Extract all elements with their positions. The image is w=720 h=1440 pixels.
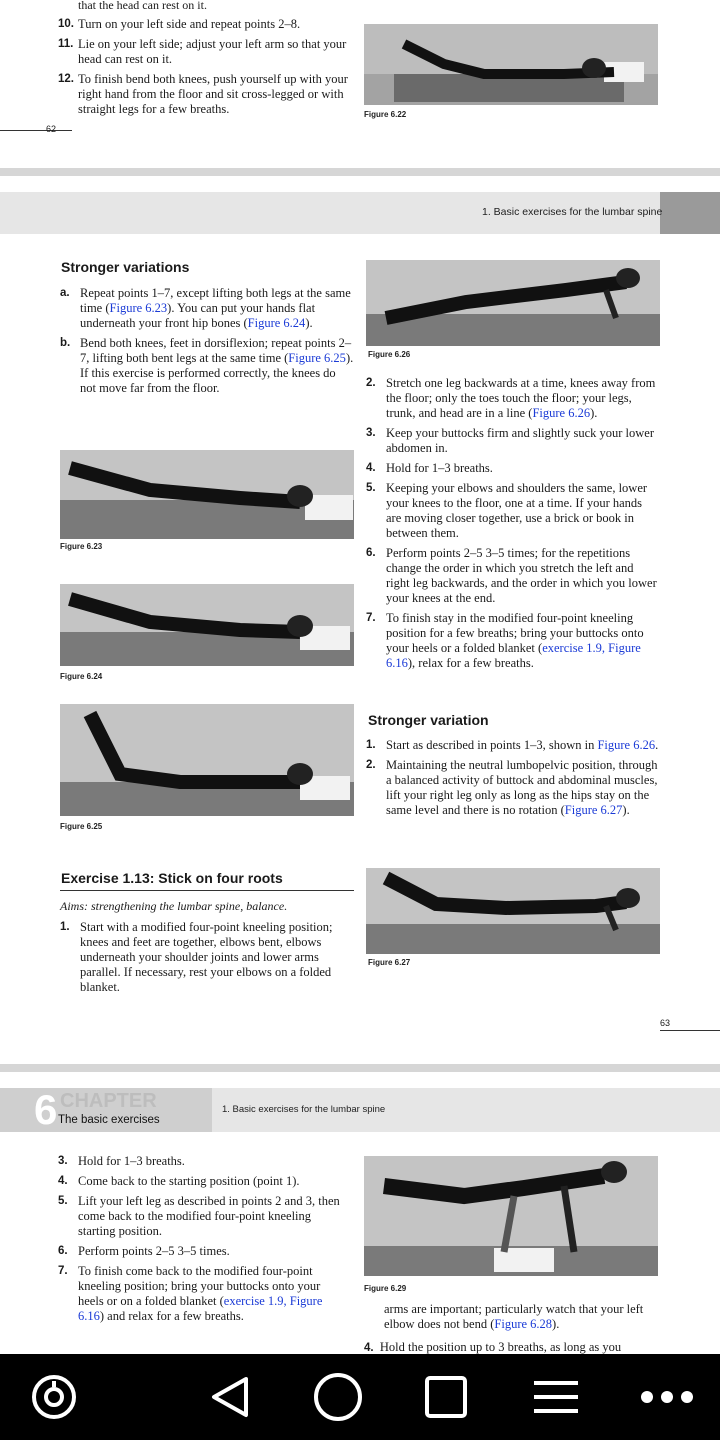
figure-caption: Figure 6.26 [368,350,411,359]
home-button[interactable] [308,1354,368,1440]
screen-lock-icon [30,1373,78,1421]
page1-list [58,17,354,122]
list-item: 2. Stretch one leg backwards at a time, knees away from the floor; only the toes touch the floor; your legs, trunk, and head are in a line (Figure 6.26). [366,376,656,420]
more-button[interactable] [632,1354,702,1440]
figure-caption: Figure 6.29 [364,1284,407,1293]
aims-text: Aims: strengthening the lumbar spine, balance. [60,899,288,913]
figure-link[interactable]: Figure 6.26 [532,406,591,420]
list-item: 2. Maintaining the neutral lumbopelvic position, through a balanced activity of buttock and abdominal muscles, lift your right leg only as long as the hips stay on the same level and there is no rotation (Figure 6.27). [366,758,658,817]
figure-link[interactable]: Figure 6.27 [564,803,623,817]
list-item: 6. Perform points 2–5 3–5 times. [58,1244,230,1258]
heading-stronger-variations: Stronger variations [61,259,190,275]
list-item: 1. Start with a modified four-point kneeling position; knees and feet are together, elbows bent, elbows underneath your shoulder joints and lower arms parallel. If necessary, rest your elbows on a folded blanket. [60,920,333,994]
list-item: 10. Turn on your left side and repeat points 2–8. [58,17,301,31]
exercise-heading: Exercise 1.13: Stick on four roots [61,870,283,886]
variation-steps-list [366,738,660,823]
header-tab [660,192,720,234]
figure-link[interactable]: exercise 1.9, Figure 6.16 [386,641,641,670]
steps-list [366,376,660,676]
header-title: 1. Basic exercises for the lumbar spine [222,1104,386,1115]
variations-list [60,286,354,401]
list-item: 4. Hold for 1–3 breaths. [366,461,493,475]
figure-link[interactable]: Figure 6.28 [494,1317,553,1331]
figure-link[interactable]: Figure 6.23 [109,301,168,315]
navigation-bar [0,1354,720,1440]
recents-button[interactable] [416,1354,476,1440]
menu-button[interactable] [526,1354,586,1440]
text-line: that the head can rest on it. [78,0,207,12]
list-item: 5. Keeping your elbows and shoulders the same, lower your knees to the floor, one at a time. If your hands are moving closer together, use a brick or book in between them. [366,481,648,540]
back-button[interactable] [200,1354,260,1440]
more-icon [639,1389,695,1405]
divider [660,1030,720,1031]
list-item: 6. Perform points 2–5 3–5 times; for the repetitions change the order in which you stretch the left and right leg backwards, and the order in which you lower your knees at the end. [366,546,657,605]
chapter-label: CHAPTER [60,1090,157,1112]
list-item: 12. To finish bend both knees, push yourself up with your right hand from the floor and sit cross-legged or with straight legs for a few breaths. [58,72,348,116]
figure-6-27-photo [366,868,660,954]
figure-caption: Figure 6.23 [60,542,103,551]
figure-caption: Figure 6.25 [60,822,103,831]
chapter-title: The basic exercises [58,1114,160,1126]
list-item: 11. Lie on your left side; adjust your left arm so that your head can rest on it. [58,37,347,66]
list-item: 3. Keep your buttocks firm and slightly suck your lower abdomen in. [366,426,655,455]
figure-caption: Figure 6.22 [364,110,407,119]
page-64 [0,1072,720,1354]
figure-6-26-photo [366,260,660,346]
recents-icon [422,1373,470,1421]
screen-lock-button[interactable] [20,1354,88,1440]
page-63 [0,176,720,1064]
exercise-list [60,920,354,1000]
divider [0,130,72,131]
list-item: a. Repeat points 1–7, except lifting both legs at the same time (Figure 6.23). You can put your hands flat underneath your front hip bones (Figure 6.24). [60,286,351,330]
list-item: 3. Hold for 1–3 breaths. [58,1154,185,1168]
page-number: 63 [660,1018,671,1028]
page3-list [58,1154,348,1329]
figure-6-24-photo [60,584,354,666]
list-item: 4. Come back to the starting position (point 1). [58,1174,300,1188]
figure-6-25-photo [60,704,354,816]
page-number: 62 [46,124,57,134]
figure-6-23-photo [60,450,354,539]
figure-link[interactable]: Figure 6.26 [597,738,656,752]
figure-link[interactable]: Figure 6.24 [247,316,306,330]
back-icon [206,1373,254,1421]
chapter-number: 6 [34,1086,58,1133]
home-icon [312,1371,364,1423]
figure-link[interactable]: Figure 6.25 [288,351,346,365]
list-item: 4. Hold the position up to 3 breaths, as long as you [364,1340,622,1354]
figure-caption: Figure 6.24 [60,672,103,681]
figure-caption: Figure 6.27 [368,958,411,967]
menu-icon [532,1373,580,1421]
figure-6-22-photo [364,24,658,105]
list-item: 1. Start as described in points 1–3, shown in Figure 6.26. [366,738,659,752]
figure-link[interactable]: exercise 1.9, Figure 6.16 [78,1294,323,1323]
figure-6-29-photo [364,1156,658,1276]
header-title: 1. Basic exercises for the lumbar spine [482,206,663,218]
list-item: 5. Lift your left leg as described in points 2 and 3, then come back to the modified four-point kneeling starting position. [58,1194,340,1238]
continuation-text: arms are important; particularly watch that your left elbow does not bend (Figure 6.28). [384,1302,644,1331]
page-62 [0,0,720,168]
list-item: b. Bend both knees, feet in dorsiflexion; repeat points 2–7, lifting both bent legs at the same time (Figure 6.25). If this exercise is performed correctly, the knees do not move far from the floor. [60,336,354,395]
heading-stronger-variation: Stronger variation [368,712,489,728]
list-item: 7. To finish stay in the modified four-point kneeling position for a few breaths; bring your buttocks onto your heels or a folded blanket (exercise 1.9, Figure 6.16), relax for a few breaths. [366,611,644,670]
list-item: 7. To finish come back to the modified four-point kneeling position; bring your buttocks onto your heels or on a folded blanket (exercise 1.9, Figure 6.16) and relax for a few breaths. [58,1264,323,1323]
divider [60,890,354,891]
